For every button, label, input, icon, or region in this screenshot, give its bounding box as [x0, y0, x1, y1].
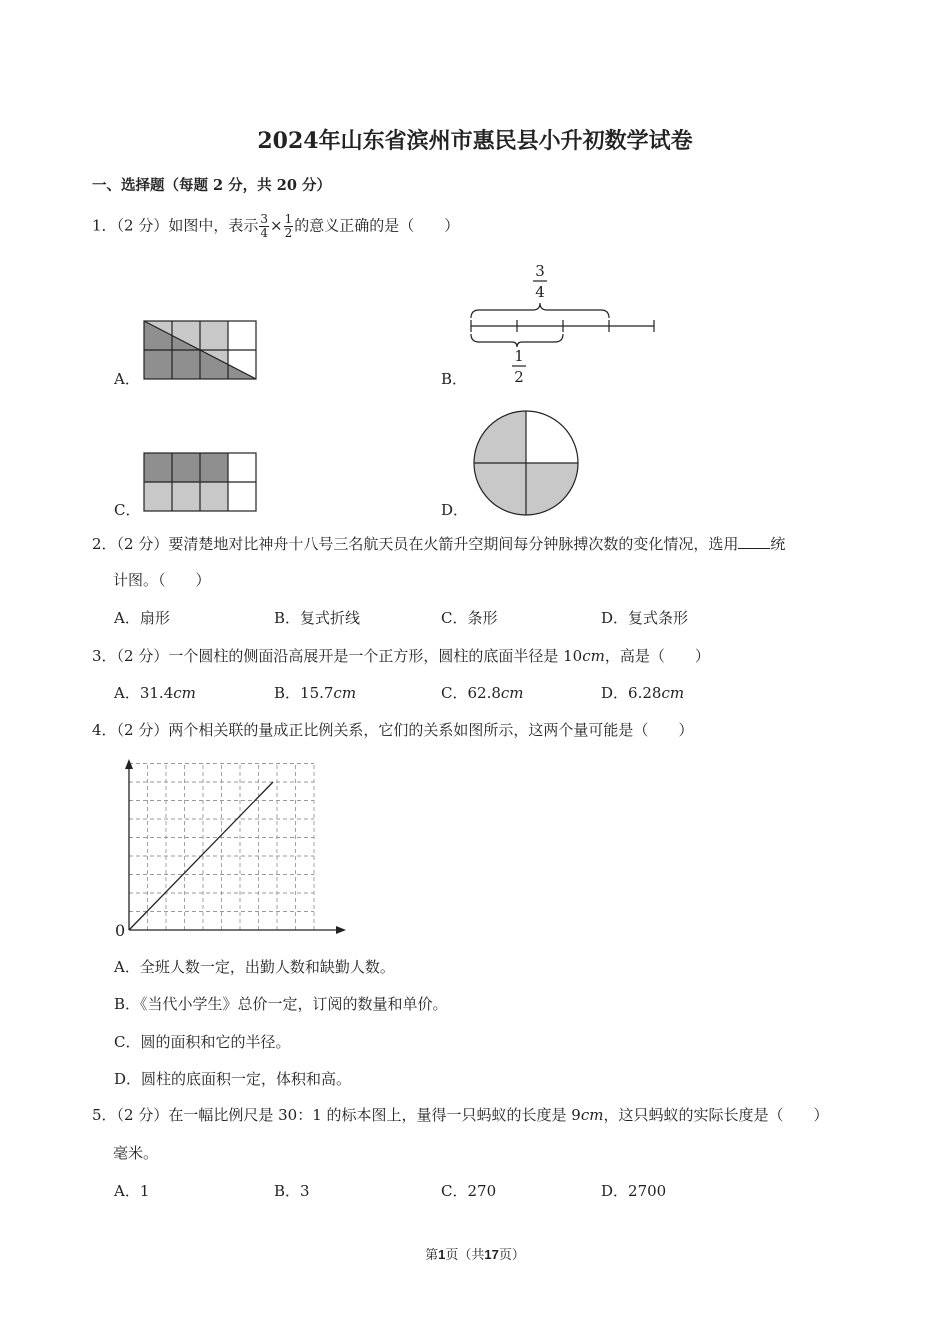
q2-option-b: B．复式折线 [274, 609, 361, 627]
fraction-numerator: 3 [260, 212, 268, 226]
brace-top-denominator: 4 [535, 283, 545, 301]
question-2-line-2: 计图。（ ） [113, 571, 211, 589]
q3-option-c [441, 682, 524, 703]
brace-bottom-numerator: 1 [514, 347, 524, 365]
footer-text: 页（共 [445, 1248, 485, 1263]
q5-option-d: D．2700 [601, 1182, 667, 1200]
question-5-line-2: 毫米。 [113, 1144, 159, 1162]
q3-option-a [114, 682, 196, 703]
unit-cm: cm [333, 684, 357, 702]
question-3 [92, 645, 710, 666]
brace-top-numerator: 3 [535, 262, 545, 280]
question-3-text: 3．（2 分）一个圆柱的侧面沿高展开是一个正方形，圆柱的底面半径是 10 [92, 647, 583, 665]
unit-cm: cm [582, 647, 605, 665]
question-3-text-end: ，高是（ ） [604, 647, 710, 665]
diagram-c-rectangle-rows [143, 452, 257, 512]
question-2-line-1 [92, 533, 785, 554]
origin-label: 0 [115, 921, 126, 940]
x-axis-arrow-icon [336, 926, 346, 934]
y-axis-arrow-icon [125, 759, 133, 769]
q5-option-b: B．3 [274, 1182, 310, 1200]
question-5 [92, 1104, 828, 1125]
q5-option-a: A．1 [114, 1182, 150, 1200]
option-value: D．6.28 [601, 684, 662, 702]
unit-cm: cm [661, 684, 685, 702]
option-d-label: D． [441, 501, 469, 519]
diagram-a-rectangle-diagonal [143, 320, 257, 380]
fraction-three-quarters [259, 213, 269, 240]
unit-cm: cm [173, 684, 196, 702]
answer-blank [738, 536, 770, 549]
q2-option-a: A．扇形 [114, 609, 170, 627]
question-2-text-end: 统 [770, 535, 786, 553]
fraction-numerator: 1 [284, 212, 293, 226]
fraction-one-half [284, 213, 294, 240]
q4-option-c: C．圆的面积和它的半径。 [114, 1033, 291, 1051]
q4-option-b: B．《当代小学生》总价一定，订阅的数量和单价。 [114, 995, 448, 1013]
question-5-text-end: ，这只蚂蚁的实际长度是（ ） [603, 1106, 829, 1124]
option-value: A．31.4 [114, 684, 174, 702]
question-5-text: 5．（2 分）在一幅比例尺是 30：1 的标本图上，量得一只蚂蚁的长度是 9 [92, 1106, 581, 1124]
page-footer [0, 1244, 950, 1263]
q4-proportion-graph [112, 756, 352, 941]
footer-text: 第 [425, 1248, 439, 1263]
section-heading: 一、选择题（每题 2 分，共 20 分） [92, 177, 331, 194]
option-c-label: C． [114, 501, 141, 519]
footer-text: 页） [498, 1248, 525, 1263]
diagram-b-number-line [465, 258, 660, 388]
option-value: C．62.8 [441, 684, 501, 702]
q3-option-d [601, 682, 684, 703]
question-1 [92, 213, 459, 240]
times-sign: × [270, 216, 283, 235]
q3-option-b [274, 682, 356, 703]
fraction-denominator: 2 [284, 226, 293, 240]
unit-cm: cm [580, 1106, 604, 1124]
question-4: 4．（2 分）两个相关联的量成正比例关系，它们的关系如图所示，这两个量可能是（ ） [92, 721, 694, 739]
diagram-d-circle [471, 408, 581, 518]
option-b-label: B． [441, 370, 468, 388]
option-value: B．15.7 [274, 684, 334, 702]
fraction-denominator: 4 [260, 226, 268, 240]
question-2-text: 2．（2 分）要清楚地对比神舟十八号三名航天员在火箭升空期间每分钟脉搏次数的变化情况，选用 [92, 535, 739, 553]
q4-option-d: D．圆柱的底面积一定，体积和高。 [114, 1070, 352, 1088]
question-1-prefix: 1．（2 分）如图中，表示 [92, 216, 259, 235]
page-title: 2024年山东省滨州市惠民县小升初数学试卷 [257, 128, 693, 154]
page-number: 1 [438, 1247, 446, 1262]
q2-option-c: C．条形 [441, 609, 498, 627]
question-1-suffix: 的意义正确的是（ ） [294, 216, 460, 235]
q4-option-a: A．全班人数一定，出勤人数和缺勤人数。 [114, 958, 395, 976]
option-a-label: A． [114, 370, 140, 388]
q2-option-d: D．复式条形 [601, 609, 689, 627]
page-total: 17 [484, 1247, 499, 1262]
unit-cm: cm [500, 684, 524, 702]
brace-bottom-denominator: 2 [514, 368, 524, 386]
q5-option-c: C．270 [441, 1182, 497, 1200]
